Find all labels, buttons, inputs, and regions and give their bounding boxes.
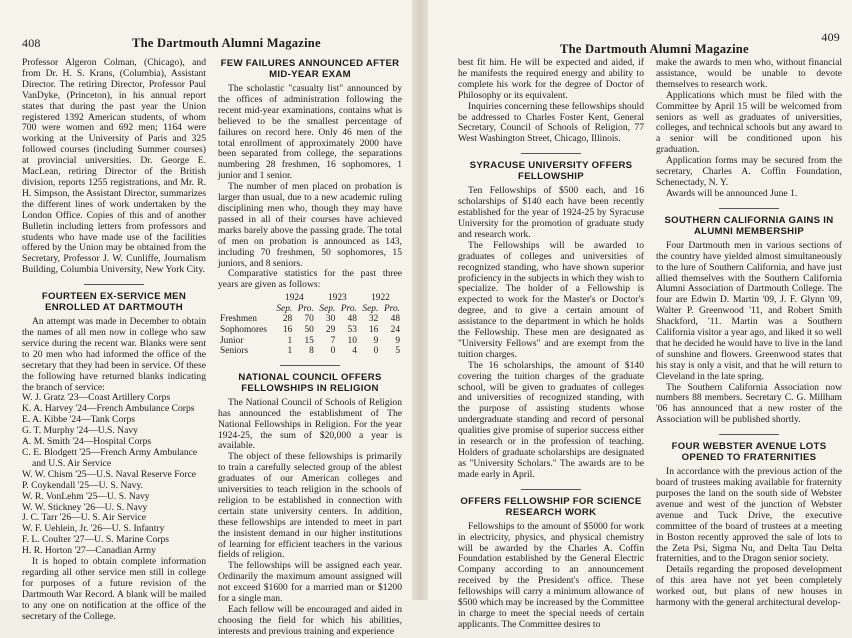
table-cell: 53 — [347, 325, 357, 335]
table-subheader: Pro. — [340, 303, 357, 314]
magazine-title: The Dartmouth Alumni Magazine — [132, 36, 321, 50]
paragraph: The number of men placed on probation is larger than usual, due to a new academic ruling disciplining men who, though they may have passed in all of their courses have achieved marks barely above the passing grade. The total of men on probation is announced as 143, including 70 freshmen, 50 sophomores, 15 juniors, and 8 seniors. — [218, 181, 402, 269]
table-header-year: 1923 — [327, 293, 347, 304]
row-label: Sophomores — [220, 325, 267, 335]
running-head — [428, 30, 852, 56]
row-label: Junior — [220, 335, 244, 346]
article-heading: FOUR WEBSTER AVENUE LOTS OPENED TO FRATERNITIES — [671, 441, 827, 464]
paragraph: Awards will be announced June 1. — [666, 187, 798, 199]
table-cell: 8 — [309, 346, 314, 357]
paragraph: The fellowships will be assigned each year. Ordinarily the maximum amount assigned will not exceed $1600 for a married man or $1200 for a single man. — [218, 560, 402, 605]
paragraph: The 16 scholarships, the amount of $140 covering the tuition charges of the graduate school, will be given to graduates of colleges and universities of recognized standing, with the purpose of assisting students whose undergraduate standing and record of personal qualities give promise of superior success either in research or in the profession of teaching. Holders of graduate scholarships are designated as "University Scholars." The awards are to be made early in April. — [458, 359, 644, 480]
list-item: E. A. Kibbe '24—Tank Corps — [22, 414, 135, 426]
list-item: A. M. Smith '24—Hospital Corps — [22, 436, 152, 448]
table-cell: 5 — [395, 346, 400, 357]
table-subheader: Sep. — [362, 303, 379, 314]
left-page-columns — [22, 57, 402, 637]
table-cell: 16 — [282, 325, 293, 335]
paragraph: It is hoped to obtain complete information regarding all other service men still in college for purposes of a future revision of the Dartmouth War Record. A blank will be mailed to any one on notification at the office of the secretary of the College. — [22, 556, 206, 622]
paragraph: In accordance with the previous action of the board of trustees making available for fraternity purposes the land on the south side of Webster avenue and west of the junction of Webster avenue and Tuck Drive, the executive committee of the board of trustees at a meeting in Boston recently approved the sale of lots to the Zeta Psi, Sigma Nu, and Delta Tau Delta fraternities, and to the Dragon senior society. — [656, 466, 842, 565]
table-cell: 24 — [390, 325, 400, 335]
right-column-1 — [458, 57, 644, 630]
row-label: Seniors — [220, 346, 249, 357]
paragraph: The object of these fellowships is primarily to train a carefully selected group of the ablest graduates of our American colleges and universities to teach religion in the schools of religion to be established in connection with certain state university centers. In addition, these fellowships are intended to meet in part the insistent demand in our higher institutions of learning for efficient teachers in the various fields of religion. — [218, 451, 402, 561]
table-header-blank — [218, 293, 273, 304]
running-head — [0, 30, 412, 48]
table-cell: 10 — [347, 335, 357, 346]
paragraph: Comparative statistics for the past three years are given as follows: — [218, 268, 402, 291]
list-item: P. Coykendall '25—U. S. Navy. — [22, 479, 144, 491]
table-subheader: Pro. — [383, 303, 400, 314]
paragraph: Details regarding the proposed development of this area have not yet been completely worked out, but plans of new houses in harmony with the general architectural develop- — [656, 564, 842, 609]
table-row — [218, 346, 402, 357]
article-heading: SOUTHERN CALIFORNIA GAINS IN ALUMNI MEMBERSHIP — [664, 214, 834, 237]
paragraph: Applications which must be filed with the Committee by April 15 will be welcomed from seniors as well as graduates of universities, colleges, and technical schools but any award to a senior will be conditioned upon his graduation. — [656, 89, 842, 156]
list-item: H. R. Horton '27—Canadian Army — [22, 545, 156, 557]
paragraph: The National Council of Schools of Religion has announced the establishment of The National Fellowships in Religion. For the year 1924-25, the sum of $20,000 a year is available. — [218, 396, 402, 452]
list-item: K. A. Harvey '24—French Ambulance Corps — [22, 403, 195, 415]
divider — [719, 434, 779, 435]
page-number: 409 — [821, 30, 840, 44]
table-cell: 1 — [287, 335, 293, 346]
article-heading: FEW FAILURES ANNOUNCED AFTER MID-YEAR EXAM — [220, 58, 400, 80]
paragraph: The Southern California Association now numbers 88 members. Secretary C. G. Millham '06 has announced that a new roster of the Association will be published shortly. — [656, 381, 842, 426]
right-page-columns — [458, 57, 842, 630]
right-column-2 — [656, 57, 842, 609]
list-item: W. W. Chism '25—U.S. Naval Reserve Force — [22, 468, 197, 480]
list-item: F. L. Coulter '27—U. S. Marine Corps — [22, 534, 169, 546]
table-subheader-row — [218, 304, 402, 315]
table-cell: 16 — [368, 325, 379, 335]
list-item: W. F. Uehlein, Jr. '26—U. S. Infantry — [22, 523, 165, 535]
left-column-1 — [22, 57, 206, 622]
paragraph: Fellowships to the amount of $5000 for work in electricity, physics, and physical chemistry will be awarded by the Charles A. Coffin Foundation established by the General Electric Company according to an announcement received by the President's office. These fellowships will carry a minimum allowance of $500 which may be increased by the Committee in charge to meet the special needs of certain applicants. The Committee desires to — [458, 520, 644, 630]
comparative-statistics-table — [218, 293, 402, 357]
paragraph: The Fellowships will be awarded to graduates of colleges and universities of recognized standing, who have shown superior proficiency in the subjects in which they wish to specialize. The holder of a Fellowship is expected to work for the Master's or Doctor's degree, and to give a certain amount of assistance to the department in which he holds the Fellowship. These men are designated as "University Fellows" and are exempt from the tuition charges. — [458, 239, 644, 360]
table-cell: 0 — [373, 346, 379, 357]
divider — [84, 284, 144, 285]
table-header-row — [218, 293, 402, 304]
table-cell: 15 — [304, 335, 314, 346]
table-cell: 0 — [330, 346, 336, 357]
list-item: W. R. VonLehm '25—U. S. Navy — [22, 490, 150, 502]
left-column-2 — [218, 58, 402, 637]
magazine-title: The Dartmouth Alumni Magazine — [560, 42, 749, 56]
paragraph: An attempt was made in December to obtain the names of all men now in college who saw service during the recent war. Blanks were sent to 20 men who had informed the office of the secretary that they had been in service. Of these the following have returned blanks indicating the branch of service: — [22, 316, 206, 393]
table-cell: 28 — [282, 314, 293, 325]
article-heading: NATIONAL COUNCIL OFFERS FELLOWSHIPS IN RELIGION — [238, 371, 382, 394]
list-item: W. W. Stickney '26—U. S. Navy — [22, 501, 148, 513]
list-item: J. C. Tarr '26—U. S. Air Service — [22, 512, 146, 524]
left-page — [0, 0, 412, 637]
divider — [521, 489, 581, 490]
divider — [280, 365, 340, 366]
table-header-year: 1922 — [371, 293, 390, 304]
table-subheader: Pro. — [297, 303, 314, 314]
article-heading: FOURTEEN EX-SERVICE MEN ENROLLED AT DARTMOUTH — [41, 291, 187, 314]
list-item: C. E. Blodgett '25—French Army Ambulance and U.S. Air Service — [22, 447, 198, 469]
paragraph: The scholastic "casualty list" announced by the offices of administration following the recent mid-year examinations, contains what is believed to be the smallest percentage of failures on record here. Only 46 men of the total enrollment of approximately 2000 have been separated from college, the separations numbering 28 freshmen, 16 sophomores, 1 junior and 1 senior. — [218, 83, 402, 182]
paragraph: Inquiries concerning these fellowships should be addressed to Charles Foster Kent, General Secretary, Council of Schools of Religion, 77 West Washington Street, Chicago, Illinois. — [458, 100, 644, 145]
table-header-year: 1924 — [284, 293, 304, 304]
divider — [719, 208, 779, 209]
table-cell: 9 — [395, 335, 400, 346]
article-heading: SYRACUSE UNIVERSITY OFFERS FELLOWSHIP — [469, 160, 633, 183]
table-cell: 48 — [390, 314, 400, 325]
paragraph: Four Dartmouth men in various sections of the country have yielded almost simultaneously to the lure of Southern California, and have just allied themselves with the Southern California Alumni Association of Dartmouth College. The four are Edwin D. Martin '09, J. F. Glynn '09, Walter P. Greenwood '11, and Robert Smith Shackford, '11. Martin was a Southern California visitor a year ago, and liked it so well that he decided he would have to live in the land of sunshine and flowers. Greenwood states that his stay is only a visit, and that he will return to Cleveland in the late spring. — [656, 239, 842, 382]
row-label: Freshmen — [220, 314, 257, 325]
table-cell: 29 — [325, 325, 336, 335]
table-cell: 1 — [287, 346, 293, 357]
divider — [521, 153, 581, 154]
table-cell: 30 — [325, 314, 336, 325]
service-list — [22, 393, 206, 557]
table-subheader: Sep. — [276, 303, 293, 314]
table-cell: 48 — [347, 314, 357, 325]
paragraph: Professor Algeron Colman, (Chicago), and from Dr. H. S. Krans, (Columbia), Assistant Director. The retiring Director, Professor Paul VanDyke, (Princeton), in his annual report states that during the past year the Union registered 1392 American students, of whom 700 were women and 692 men; 1164 were working at the University of Paris and 325 followed courses (including Summer courses) at provincial universities. Dr. George E. MacLean, retiring Director of the British division, reports 1255 registrations, and Mr. R. H. Simpson, the Assistant Director, summarizes the different lines of work undertaken by the London Office. Copies of this and of another Bulletin including letters from professors and students who have made use of the facilities offered by the Union may be obtained from the Secretary, Professor J. W. Cunliffe, Journalism Building, Columbia University, New York City. — [22, 57, 206, 276]
article-heading: OFFERS FELLOWSHIP FOR SCIENCE RESEARCH WORK — [460, 495, 642, 518]
binding-gutter — [412, 0, 428, 600]
table-row — [218, 314, 402, 325]
table-row — [218, 325, 402, 336]
table-cell: 50 — [304, 325, 314, 335]
list-item: G. T. Murphy '24—U.S. Navy — [22, 425, 138, 437]
paragraph: Application forms may be secured from the secretary, Charles A. Coffin Foundation, Schenectady, N. Y. — [656, 155, 842, 188]
paragraph: make the awards to men who, without financial assistance, would be unable to devote themselves to research work. — [656, 57, 842, 90]
table-cell — [218, 304, 273, 315]
table-cell: 4 — [352, 346, 357, 357]
paragraph: Ten Fellowships of $500 each, and 16 scholarships of $140 each have been recently established for the year of 1924-25 by Syracuse University for the promotion of graduate study and research work. — [458, 185, 644, 240]
paragraph: best fit him. He will be expected and aided, if he manifests the required energy and ability to complete his work for the degree of Doctor of Philosophy or its equivalent. — [458, 57, 644, 101]
table-subheader: Sep. — [319, 303, 336, 314]
page-number: 408 — [22, 36, 41, 50]
right-page — [428, 0, 852, 630]
table-cell: 7 — [330, 335, 336, 346]
list-item: W. J. Gratz '23—Coast Artillery Corps — [22, 392, 171, 404]
table-cell: 9 — [373, 335, 379, 346]
table-row — [218, 336, 402, 347]
table-cell: 70 — [304, 314, 314, 325]
paragraph: Each fellow will be encouraged and aided in choosing the field for which his abilities, interests and previous training and experience — [218, 604, 402, 637]
table-cell: 32 — [368, 314, 379, 325]
